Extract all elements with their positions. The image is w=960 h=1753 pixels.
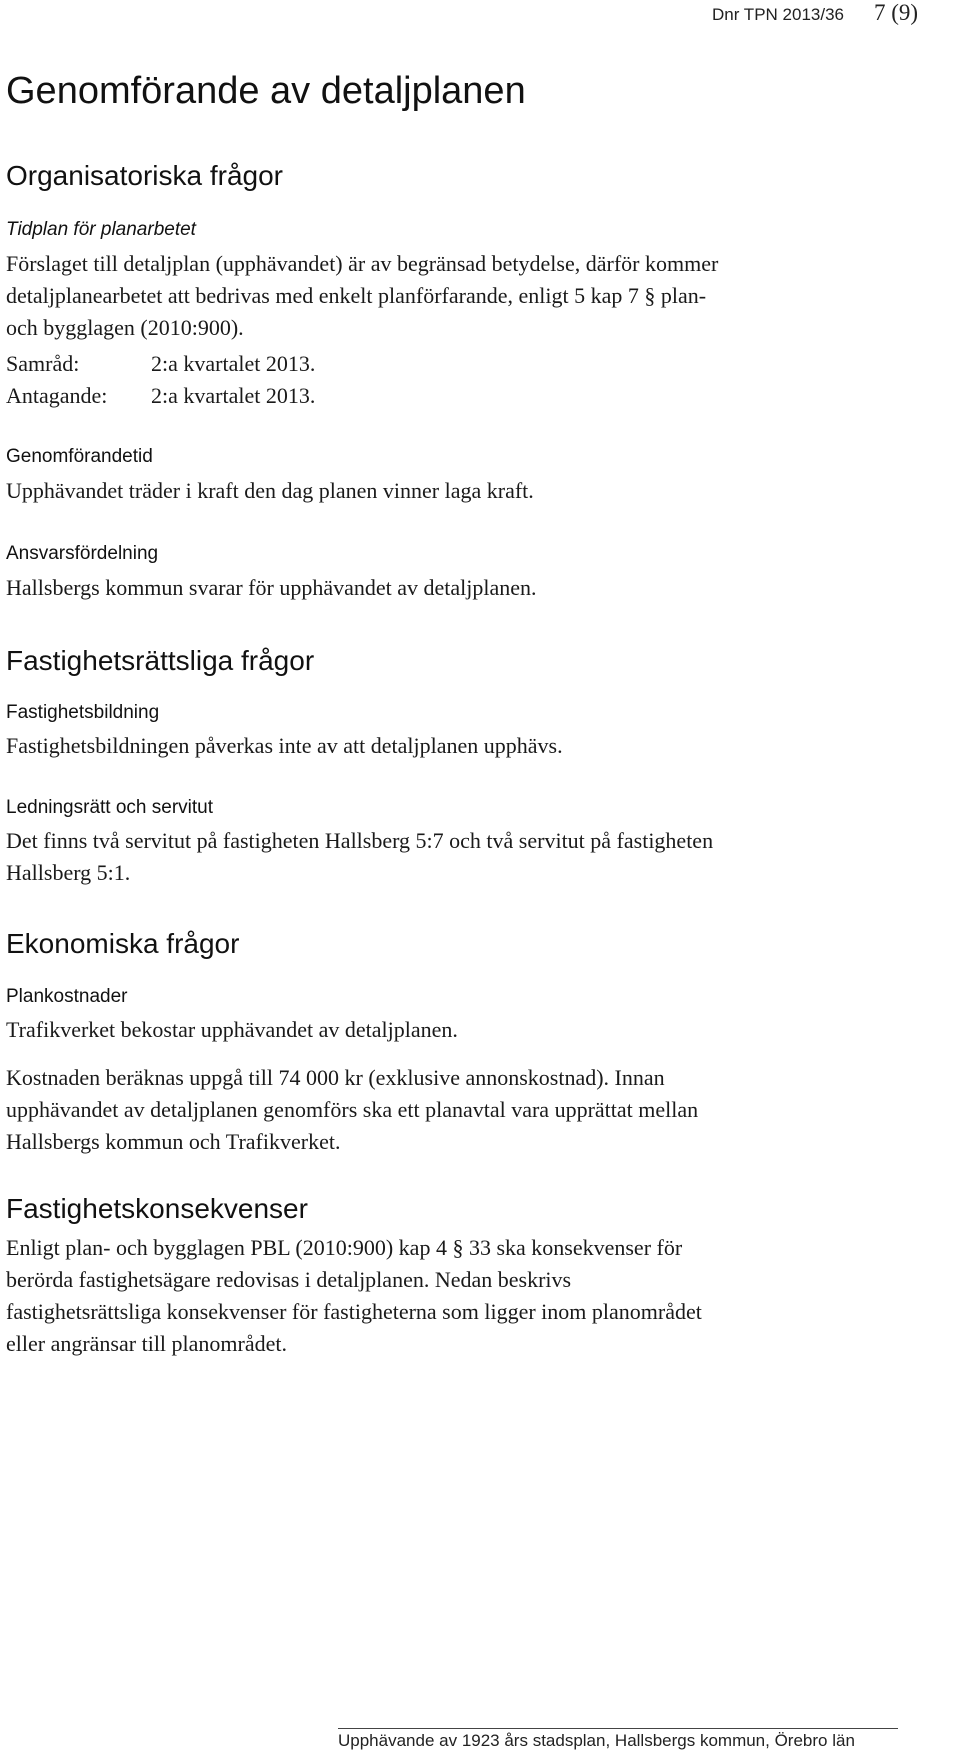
text-line: fastighetsrättsliga konsekvenser för fastigheterna som ligger inom planområdet	[6, 1299, 702, 1324]
text-line: berörda fastighetsägare redovisas i detaljplanen. Nedan beskrivs	[6, 1267, 572, 1292]
section-heading-ekonomiska: Ekonomiska frågor	[6, 928, 240, 959]
document-number: Dnr TPN 2013/36	[712, 5, 844, 24]
section-heading-organisatoriska: Organisatoriska frågor	[6, 160, 284, 191]
subheading-fastighetsbildning: Fastighetsbildning	[6, 702, 160, 723]
paragraph-tidplan	[6, 248, 946, 344]
schedule-row-samrad	[6, 351, 315, 377]
text-line: Förslaget till detaljplan (upphävandet) är av begränsad betydelse, därför kommer	[6, 251, 719, 276]
footer-divider	[338, 1728, 898, 1729]
subheading-ansvarsfordelning: Ansvarsfördelning	[6, 543, 159, 564]
text-line: Enligt plan- och bygglagen PBL (2010:900) kap 4 § 33 ska konsekvenser för	[6, 1235, 683, 1260]
footer-text: Upphävande av 1923 års stadsplan, Hallsbergs kommun, Örebro län	[338, 1731, 855, 1750]
schedule-value: 2:a kvartalet 2013.	[151, 383, 316, 408]
subheading-plankostnader: Plankostnader	[6, 986, 128, 1007]
paragraph-plankostnader-2	[6, 1062, 946, 1158]
paragraph-fastighetskonsekvenser	[6, 1232, 946, 1360]
subheading-ledningsratt: Ledningsrätt och servitut	[6, 797, 214, 818]
text-line: Kostnaden beräknas uppgå till 74 000 kr (exklusive annonskostnad). Innan	[6, 1065, 665, 1090]
page-number: 7 (9)	[874, 0, 919, 25]
text-line: Hallsberg 5:1.	[6, 860, 131, 885]
text-line: Hallsbergs kommun och Trafikverket.	[6, 1129, 341, 1154]
subheading-tidplan: Tidplan för planarbetet	[6, 219, 196, 240]
schedule-value: 2:a kvartalet 2013.	[151, 351, 316, 376]
schedule-row-antagande	[6, 383, 315, 409]
paragraph-plankostnader-1: Trafikverket bekostar upphävandet av detaljplanen.	[6, 1017, 458, 1042]
text-line: detaljplanearbetet att bedrivas med enkelt planförfarande, enligt 5 kap 7 § plan-	[6, 283, 707, 308]
section-heading-fastighetsrattsliga: Fastighetsrättsliga frågor	[6, 645, 315, 676]
page-title: Genomförande av detaljplanen	[6, 70, 526, 112]
paragraph-ledningsratt	[6, 825, 946, 889]
text-line: upphävandet av detaljplanen genomförs ska ett planavtal vara upprättat mellan	[6, 1097, 699, 1122]
paragraph-genomforandetid: Upphävandet träder i kraft den dag planen vinner laga kraft.	[6, 478, 534, 503]
schedule-label: Antagande:	[6, 383, 108, 408]
text-line: och bygglagen (2010:900).	[6, 315, 244, 340]
subheading-genomforandetid: Genomförandetid	[6, 446, 153, 467]
schedule-label: Samråd:	[6, 351, 80, 376]
paragraph-fastighetsbildning: Fastighetsbildningen påverkas inte av att detaljplanen upphävs.	[6, 733, 563, 758]
text-line: Det finns två servitut på fastigheten Hallsberg 5:7 och två servitut på fastigheten	[6, 828, 714, 853]
text-line: eller angränsar till planområdet.	[6, 1331, 287, 1356]
section-heading-fastighetskonsekvenser: Fastighetskonsekvenser	[6, 1193, 308, 1224]
paragraph-ansvarsfordelning: Hallsbergs kommun svarar för upphävandet av detaljplanen.	[6, 575, 537, 600]
